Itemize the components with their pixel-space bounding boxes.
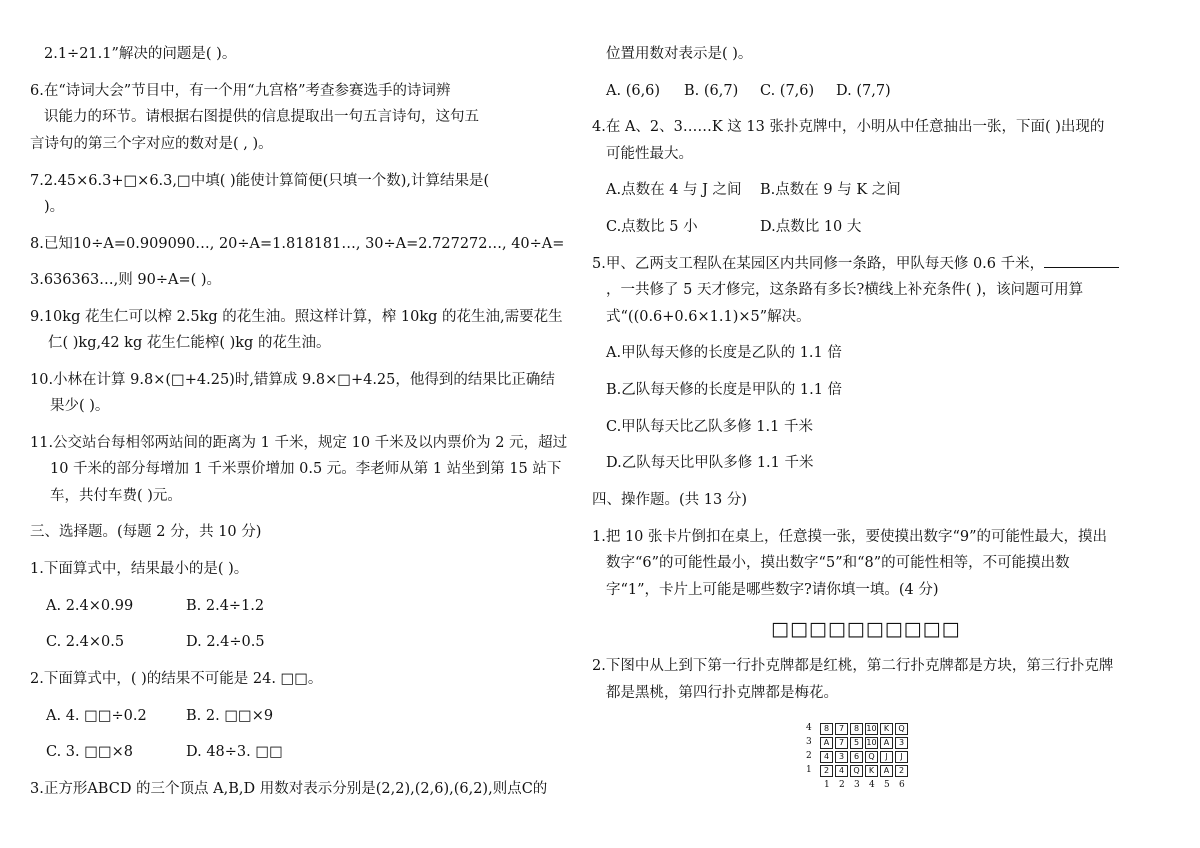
mc3-option-c: C. (7,6) bbox=[760, 83, 815, 99]
op1-line2: 数字“6”的可能性最小，摸出数字“5”和“8”的可能性相等，不可能摸出数 bbox=[606, 555, 1070, 571]
card-cell: 3 bbox=[835, 751, 848, 763]
card-cell: A bbox=[880, 737, 893, 749]
card-cell: 8 bbox=[850, 723, 863, 735]
mc4-option-c: C.点数比 5 小 bbox=[606, 219, 698, 235]
card-cell: J bbox=[880, 751, 893, 763]
mc1-option-c: C. 2.4×0.5 bbox=[46, 634, 125, 650]
q8-line1: 8.已知10÷A=0.909090…, 20÷A=1.818181…, 30÷A=2.727272…, 40÷A= bbox=[30, 236, 565, 252]
card-cell: 3 bbox=[895, 737, 908, 749]
mc4-line1: 4.在 A、2、3……K 这 13 张扑克牌中，小明从中任意抽出一张，下面( )出现的 bbox=[592, 119, 1105, 135]
column-label: 5 bbox=[884, 780, 890, 790]
mc3-option-a: A. (6,6) bbox=[606, 83, 661, 99]
mc5-line2: ，一共修了 5 天才修完，这条路有多长?横线上补充条件( )，该问题可用算 bbox=[606, 282, 1084, 298]
section-4-heading: 四、操作题。(共 13 分) bbox=[592, 492, 747, 508]
op2-line2: 都是黑桃，第四行扑克牌都是梅花。 bbox=[606, 685, 838, 701]
q11-line2: 10 千米的部分每增加 1 千米票价增加 0.5 元。李老师从第 1 站坐到第 15 站下 bbox=[50, 461, 562, 477]
mc4-option-b: B.点数在 9 与 K 之间 bbox=[760, 182, 901, 198]
q10-line2: 果少( )。 bbox=[50, 398, 110, 414]
mc1-option-d: D. 2.4÷0.5 bbox=[186, 634, 265, 650]
mc1-option-a: A. 2.4×0.99 bbox=[46, 598, 134, 614]
q6-line3: 言诗句的第三个字对应的数对是( , )。 bbox=[30, 136, 273, 152]
card-cell: 8 bbox=[820, 723, 833, 735]
q9-line2: 仁( )kg,42 kg 花生仁能榨( )kg 的花生油。 bbox=[48, 335, 331, 351]
mc5-line1: 5.甲、乙两支工程队在某园区内共同修一条路，甲队每天修 0.6 千米， bbox=[592, 254, 1119, 274]
mc3-option-d: D. (7,7) bbox=[836, 83, 891, 99]
q11-line3: 车，共付车费( )元。 bbox=[50, 488, 182, 504]
mc4-option-a: A.点数在 4 与 J 之间 bbox=[606, 182, 742, 198]
card-cell: 7 bbox=[835, 723, 848, 735]
card-cell: 2 bbox=[895, 765, 908, 777]
mc5-option-d: D.乙队每天比甲队多修 1.1 千米 bbox=[606, 455, 814, 471]
row-label: 3 bbox=[806, 737, 812, 747]
column-label: 6 bbox=[899, 780, 905, 790]
q6-line2: 识能力的环节。请根据右图提供的信息提取出一句五言诗句，这句五 bbox=[44, 109, 479, 125]
card-row-4 bbox=[820, 723, 910, 734]
card-cell: A bbox=[820, 737, 833, 749]
mc4-option-d: D.点数比 10 大 bbox=[760, 219, 862, 235]
row-label: 2 bbox=[806, 751, 812, 761]
q7-line1: 7.2.45×6.3+□×6.3,□中填( )能使计算简便(只填一个数),计算结果是( bbox=[30, 173, 490, 189]
column-label: 1 bbox=[824, 780, 830, 790]
mc2-option-b: B. 2. □□×9 bbox=[186, 708, 274, 724]
mc1-question: 1.下面算式中，结果最小的是( )。 bbox=[30, 561, 249, 577]
q5-continued: 2.1÷21.1”解决的问题是( )。 bbox=[44, 46, 237, 62]
mc3-option-b: B. (6,7) bbox=[684, 83, 739, 99]
q8-line2: 3.636363…,则 90÷A=( )。 bbox=[30, 272, 222, 288]
q9-line1: 9.10kg 花生仁可以榨 2.5kg 的花生油。照这样计算，榨 10kg 的花生油,需要花生 bbox=[30, 309, 563, 325]
card-cell: 4 bbox=[835, 765, 848, 777]
column-label: 4 bbox=[869, 780, 875, 790]
mc5-line3: 式“((0.6+0.6×1.1)×5”解决。 bbox=[606, 309, 811, 325]
card-cell: K bbox=[880, 723, 893, 735]
op2-line1: 2.下图中从上到下第一行扑克牌都是红桃，第二行扑克牌都是方块，第三行扑克牌 bbox=[592, 658, 1114, 674]
card-cell: 10 bbox=[866, 738, 877, 747]
card-cell: Q bbox=[895, 723, 908, 735]
mc5-option-b: B.乙队每天修的长度是甲队的 1.1 倍 bbox=[606, 382, 843, 398]
op1-line1: 1.把 10 张卡片倒扣在桌上，任意摸一张，要使摸出数字“9”的可能性最大，摸出 bbox=[592, 529, 1108, 545]
mc3-question: 3.正方形ABCD 的三个顶点 A,B,D 用数对表示分别是(2,2),(2,6),(6,2),则点C的 bbox=[30, 781, 548, 797]
mc2-option-c: C. 3. □□×8 bbox=[46, 744, 134, 760]
q11-line1: 11.公交站台每相邻两站间的距离为 1 千米，规定 10 千米及以内票价为 2 元，超过 bbox=[30, 435, 568, 451]
section-3-heading: 三、选择题。(每题 2 分，共 10 分) bbox=[30, 524, 262, 540]
column-label: 3 bbox=[854, 780, 860, 790]
column-label: 2 bbox=[839, 780, 845, 790]
card-cell: 5 bbox=[850, 737, 863, 749]
card-cell: A bbox=[880, 765, 893, 777]
q10-line1: 10.小林在计算 9.8×(□+4.25)时,错算成 9.8×□+4.25，他得到的结果比正确结 bbox=[30, 372, 555, 388]
row-label: 4 bbox=[806, 723, 812, 733]
mc2-option-d: D. 48÷3. □□ bbox=[186, 744, 283, 760]
card-cell: 4 bbox=[820, 751, 833, 763]
row-label: 1 bbox=[806, 765, 812, 775]
card-cell: J bbox=[895, 751, 908, 763]
fill-blank-line bbox=[1044, 255, 1119, 268]
card-answer-boxes[interactable]: □□□□□□□□□□ bbox=[771, 618, 961, 640]
card-row-1 bbox=[820, 765, 910, 776]
mc3-line2: 位置用数对表示是( )。 bbox=[606, 46, 753, 62]
card-row-2 bbox=[820, 751, 910, 762]
card-cell: Q bbox=[865, 751, 878, 763]
card-cell: 2 bbox=[820, 765, 833, 777]
card-cell: 7 bbox=[835, 737, 848, 749]
card-row-3 bbox=[820, 737, 910, 748]
q6-line1: 6.在“诗词大会”节目中，有一个用“九宫格”考查参赛选手的诗词辨 bbox=[30, 83, 451, 99]
card-cell: 10 bbox=[866, 724, 877, 733]
mc2-option-a: A. 4. □□÷0.2 bbox=[46, 708, 147, 724]
mc5-option-a: A.甲队每天修的长度是乙队的 1.1 倍 bbox=[606, 345, 842, 361]
op1-line3: 字“1”，卡片上可能是哪些数字?请你填一填。(4 分) bbox=[606, 582, 939, 598]
q7-line2: )。 bbox=[44, 199, 65, 215]
mc1-option-b: B. 2.4÷1.2 bbox=[186, 598, 265, 614]
card-cell: 6 bbox=[850, 751, 863, 763]
mc2-question: 2.下面算式中，( )的结果不可能是 24. □□。 bbox=[30, 671, 323, 687]
card-cell: K bbox=[865, 765, 878, 777]
mc4-line2: 可能性最大。 bbox=[606, 146, 693, 162]
card-cell: Q bbox=[850, 765, 863, 777]
mc5-option-c: C.甲队每天比乙队多修 1.1 千米 bbox=[606, 419, 813, 435]
